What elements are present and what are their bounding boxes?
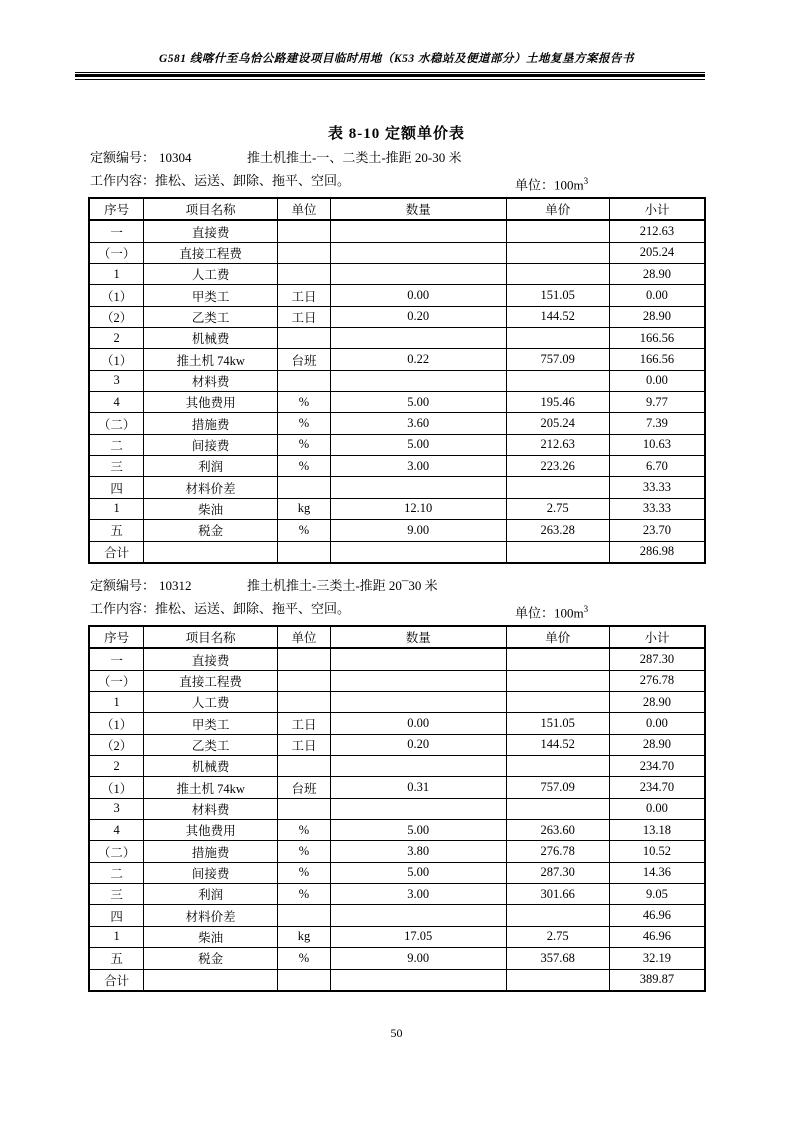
unit-superscript: 3 [583,604,589,614]
table-cell [506,220,609,242]
table-cell: 205.24 [609,242,705,263]
table-cell [330,220,506,242]
table-cell: 间接费 [144,862,278,883]
table-cell [330,264,506,285]
table-cell: 材料费 [144,370,278,391]
table-cell [277,798,330,819]
table-row [89,798,705,819]
table-cell: 0.00 [609,798,705,819]
table-cell: 757.09 [506,777,609,798]
table-row [89,392,705,413]
table-cell: 1 [89,692,144,713]
table-row [89,498,705,519]
table-row [89,841,705,862]
table-cell [506,370,609,391]
table-cell: 757.09 [506,349,609,370]
table-cell: 212.63 [506,434,609,455]
table-cell: 税金 [144,520,278,541]
table-cell: 9.77 [609,392,705,413]
table-row [89,648,705,670]
table-cell: 材料价差 [144,905,278,926]
table-cell [506,969,609,991]
table-cell [506,905,609,926]
table-row [89,969,705,991]
table-cell: 台班 [277,777,330,798]
table-cell [506,264,609,285]
table-body [89,648,705,991]
column-header: 序号 [89,198,144,220]
table-cell: 5.00 [330,392,506,413]
table-cell: 人工费 [144,692,278,713]
table-cell: 10.63 [609,434,705,455]
table-cell: 166.56 [609,349,705,370]
table-cell: （1） [89,349,144,370]
table-cell: 151.05 [506,713,609,734]
quota-table-10304 [88,197,706,564]
table-cell: 乙类工 [144,306,278,327]
table-cell: 287.30 [609,648,705,670]
table-cell: 276.78 [506,841,609,862]
quota-no-label: 定额编号： [90,150,156,165]
table-cell [277,328,330,349]
table-row [89,285,705,306]
table-cell: 间接费 [144,434,278,455]
table-cell: 其他费用 [144,820,278,841]
table-row [89,670,705,691]
table-cell: （2） [89,734,144,755]
table-cell: 措施费 [144,841,278,862]
table-cell: 28.90 [609,734,705,755]
table-cell: 1 [89,926,144,947]
quota-code: 10304 [159,150,192,165]
table-cell: 13.18 [609,820,705,841]
table-cell [330,648,506,670]
table-cell: 301.66 [506,884,609,905]
unit-block [515,600,588,622]
table-cell [330,969,506,991]
table-cell: 223.26 [506,456,609,477]
table-cell: 三 [89,456,144,477]
table-cell: 二 [89,862,144,883]
table-cell: 2.75 [506,498,609,519]
column-header: 单价 [506,626,609,648]
table-cell: 0.22 [330,349,506,370]
table-cell: 195.46 [506,392,609,413]
table-cell: % [277,392,330,413]
table-cell: 柴油 [144,926,278,947]
table-cell [330,541,506,563]
table-cell: 机械费 [144,756,278,777]
table-cell [330,798,506,819]
table-cell [277,477,330,498]
table-cell: 2.75 [506,926,609,947]
table-cell: 利润 [144,456,278,477]
table-cell [506,798,609,819]
table-cell [277,264,330,285]
table-cell: 工日 [277,285,330,306]
quota-no-label: 定额编号： [90,578,156,593]
table-cell: 32.19 [609,948,705,969]
table-cell: kg [277,926,330,947]
table-cell: % [277,841,330,862]
table-cell: 7.39 [609,413,705,434]
table-cell: 389.87 [609,969,705,991]
table-row [89,692,705,713]
table-cell: 144.52 [506,734,609,755]
table-header [89,198,705,220]
table-cell: 合计 [89,969,144,991]
table-cell: 甲类工 [144,713,278,734]
table-cell: 五 [89,948,144,969]
column-header: 数量 [330,626,506,648]
table-cell [506,328,609,349]
table-cell: 3.00 [330,884,506,905]
running-header: G581 线喀什至乌恰公路建设项目临时用地（K53 水稳站及便道部分）土地复垦方案报告书 [159,53,634,65]
table-cell: 9.00 [330,520,506,541]
table-cell [277,692,330,713]
unit-label: 单位： [515,177,555,193]
table-cell [277,756,330,777]
table-cell: 四 [89,905,144,926]
quota-meta-1 [90,149,730,167]
table-cell [330,756,506,777]
table-cell: 28.90 [609,306,705,327]
table-cell: 33.33 [609,477,705,498]
column-header: 单位 [277,626,330,648]
table-cell: 三 [89,884,144,905]
table-cell: （一） [89,670,144,691]
table-cell [277,969,330,991]
table-cell: 0.00 [609,713,705,734]
table-cell [506,242,609,263]
table-cell: 0.20 [330,306,506,327]
table-cell: 46.96 [609,926,705,947]
table-cell: 3 [89,798,144,819]
table-row [89,477,705,498]
table-cell: （1） [89,777,144,798]
work-content-label: 工作内容： [90,601,156,616]
table-cell: 17.05 [330,926,506,947]
table-header [89,626,705,648]
header-rule-thick [75,74,705,77]
table-row [89,370,705,391]
table-cell: 人工费 [144,264,278,285]
column-header: 项目名称 [144,626,278,648]
table-cell [330,905,506,926]
table-cell: 263.28 [506,520,609,541]
quota-name: 推土机推土-三类土-推距 20¯30 米 [247,578,438,593]
column-header: 小计 [609,626,705,648]
table-cell: % [277,520,330,541]
table-cell [506,648,609,670]
table-row [89,862,705,883]
table-cell: 28.90 [609,692,705,713]
table-cell [506,756,609,777]
column-header: 单价 [506,198,609,220]
table-cell: 0.31 [330,777,506,798]
table-cell: 144.52 [506,306,609,327]
column-header: 单位 [277,198,330,220]
table-row [89,456,705,477]
table-cell: （一） [89,242,144,263]
unit-superscript: 3 [583,176,589,186]
table-cell: 直接费 [144,648,278,670]
table-cell: 直接工程费 [144,242,278,263]
table-cell [330,692,506,713]
table-cell: （二） [89,841,144,862]
table-cell: 柴油 [144,498,278,519]
column-header: 序号 [89,626,144,648]
table-cell: 0.00 [609,370,705,391]
unit-value: 100m [554,177,584,193]
table-cell: 直接费 [144,220,278,242]
table-cell: 税金 [144,948,278,969]
table-cell: 357.68 [506,948,609,969]
table-row [89,434,705,455]
table-row [89,328,705,349]
table-body [89,220,705,563]
table-cell: 二 [89,434,144,455]
table-row [89,520,705,541]
column-header: 小计 [609,198,705,220]
table-cell: （2） [89,306,144,327]
work-content-label: 工作内容： [90,173,156,188]
table-cell [330,242,506,263]
table-cell: 3.60 [330,413,506,434]
work-content-text: 推松、运送、卸除、拖平、空回。 [155,173,351,188]
table-row [89,948,705,969]
table-cell: 10.52 [609,841,705,862]
table-cell: 五 [89,520,144,541]
table-row [89,756,705,777]
table-cell: 3.80 [330,841,506,862]
column-header: 项目名称 [144,198,278,220]
table-cell: 0.00 [330,285,506,306]
table-cell: 5.00 [330,820,506,841]
table-cell: % [277,884,330,905]
work-content-line-2 [90,600,730,621]
table-cell: 5.00 [330,862,506,883]
table-cell: % [277,820,330,841]
table-row [89,413,705,434]
table-cell: 一 [89,648,144,670]
table-cell: 推土机 74kw [144,777,278,798]
table-cell [506,692,609,713]
table-cell: （1） [89,285,144,306]
table-cell: 9.05 [609,884,705,905]
table-header-row [89,198,705,220]
header-rule-thin-bottom [75,79,705,80]
table-row [89,777,705,798]
table-cell: 机械费 [144,328,278,349]
table-cell: 材料费 [144,798,278,819]
table-cell: % [277,413,330,434]
quota-meta-2 [90,577,730,595]
table-row [89,220,705,242]
table-cell: 1 [89,264,144,285]
table-row [89,926,705,947]
table-cell: 2 [89,756,144,777]
table-cell: （二） [89,413,144,434]
table-cell: 1 [89,498,144,519]
table-cell: 2 [89,328,144,349]
table-cell [330,328,506,349]
table-cell: % [277,434,330,455]
table-row [89,264,705,285]
table-cell: 28.90 [609,264,705,285]
table-cell [330,370,506,391]
table-cell: kg [277,498,330,519]
quota-name: 推土机推土-一、二类土-推距 20-30 米 [247,150,462,165]
table-cell: 0.00 [609,285,705,306]
table-cell: 措施费 [144,413,278,434]
table-cell [506,477,609,498]
table-cell: 151.05 [506,285,609,306]
table-cell: 9.00 [330,948,506,969]
table-cell: 0.20 [330,734,506,755]
table-row [89,242,705,263]
table-cell: 乙类工 [144,734,278,755]
unit-block [515,172,588,194]
table-cell [277,242,330,263]
table-cell: 4 [89,392,144,413]
table-row [89,349,705,370]
work-content-text: 推松、运送、卸除、拖平、空回。 [155,601,351,616]
table-cell: 工日 [277,734,330,755]
table-row [89,713,705,734]
unit-label: 单位： [515,605,555,621]
table-cell [277,370,330,391]
table-cell: 利润 [144,884,278,905]
unit-value: 100m [554,605,584,621]
table-cell: 4 [89,820,144,841]
table-cell: 推土机 74kw [144,349,278,370]
table-cell: 234.70 [609,777,705,798]
table-cell [330,477,506,498]
table-cell: 205.24 [506,413,609,434]
table-cell: 14.36 [609,862,705,883]
quota-code: 10312 [159,578,192,593]
work-content-line-1 [90,172,730,193]
table-cell: 166.56 [609,328,705,349]
table-cell: （1） [89,713,144,734]
table-cell [277,905,330,926]
table-cell: % [277,862,330,883]
table-cell [144,969,278,991]
table-cell [506,541,609,563]
table-cell [277,648,330,670]
table-cell: 5.00 [330,434,506,455]
table-cell: 一 [89,220,144,242]
table-cell: 12.10 [330,498,506,519]
column-header: 数量 [330,198,506,220]
page-number: 50 [390,1026,403,1040]
table-cell: 工日 [277,306,330,327]
header-rule-thin-top [75,72,705,73]
table-row [89,734,705,755]
table-cell: % [277,456,330,477]
table-cell: 46.96 [609,905,705,926]
table-cell: 工日 [277,713,330,734]
table-cell: 286.98 [609,541,705,563]
table-cell: 0.00 [330,713,506,734]
table-cell [277,220,330,242]
table-cell: 合计 [89,541,144,563]
table-cell: 234.70 [609,756,705,777]
table-cell: 287.30 [506,862,609,883]
table-cell: 33.33 [609,498,705,519]
table-row [89,884,705,905]
table-cell: 其他费用 [144,392,278,413]
table-cell: 材料价差 [144,477,278,498]
table-cell: 3.00 [330,456,506,477]
table-cell [506,670,609,691]
table-cell: 直接工程费 [144,670,278,691]
quota-table-10312 [88,625,706,992]
table-row [89,541,705,563]
table-cell: % [277,948,330,969]
table-cell: 3 [89,370,144,391]
table-cell: 263.60 [506,820,609,841]
table-cell: 甲类工 [144,285,278,306]
table-cell: 四 [89,477,144,498]
table-cell: 212.63 [609,220,705,242]
table-header-row [89,626,705,648]
table-row [89,820,705,841]
table-cell [277,541,330,563]
table-cell [144,541,278,563]
table-row [89,905,705,926]
table-cell: 6.70 [609,456,705,477]
table-cell: 23.70 [609,520,705,541]
table-cell: 台班 [277,349,330,370]
table-cell [330,670,506,691]
page-title: 表 8-10 定额单价表 [328,126,465,142]
table-cell [277,670,330,691]
table-row [89,306,705,327]
table-cell: 276.78 [609,670,705,691]
